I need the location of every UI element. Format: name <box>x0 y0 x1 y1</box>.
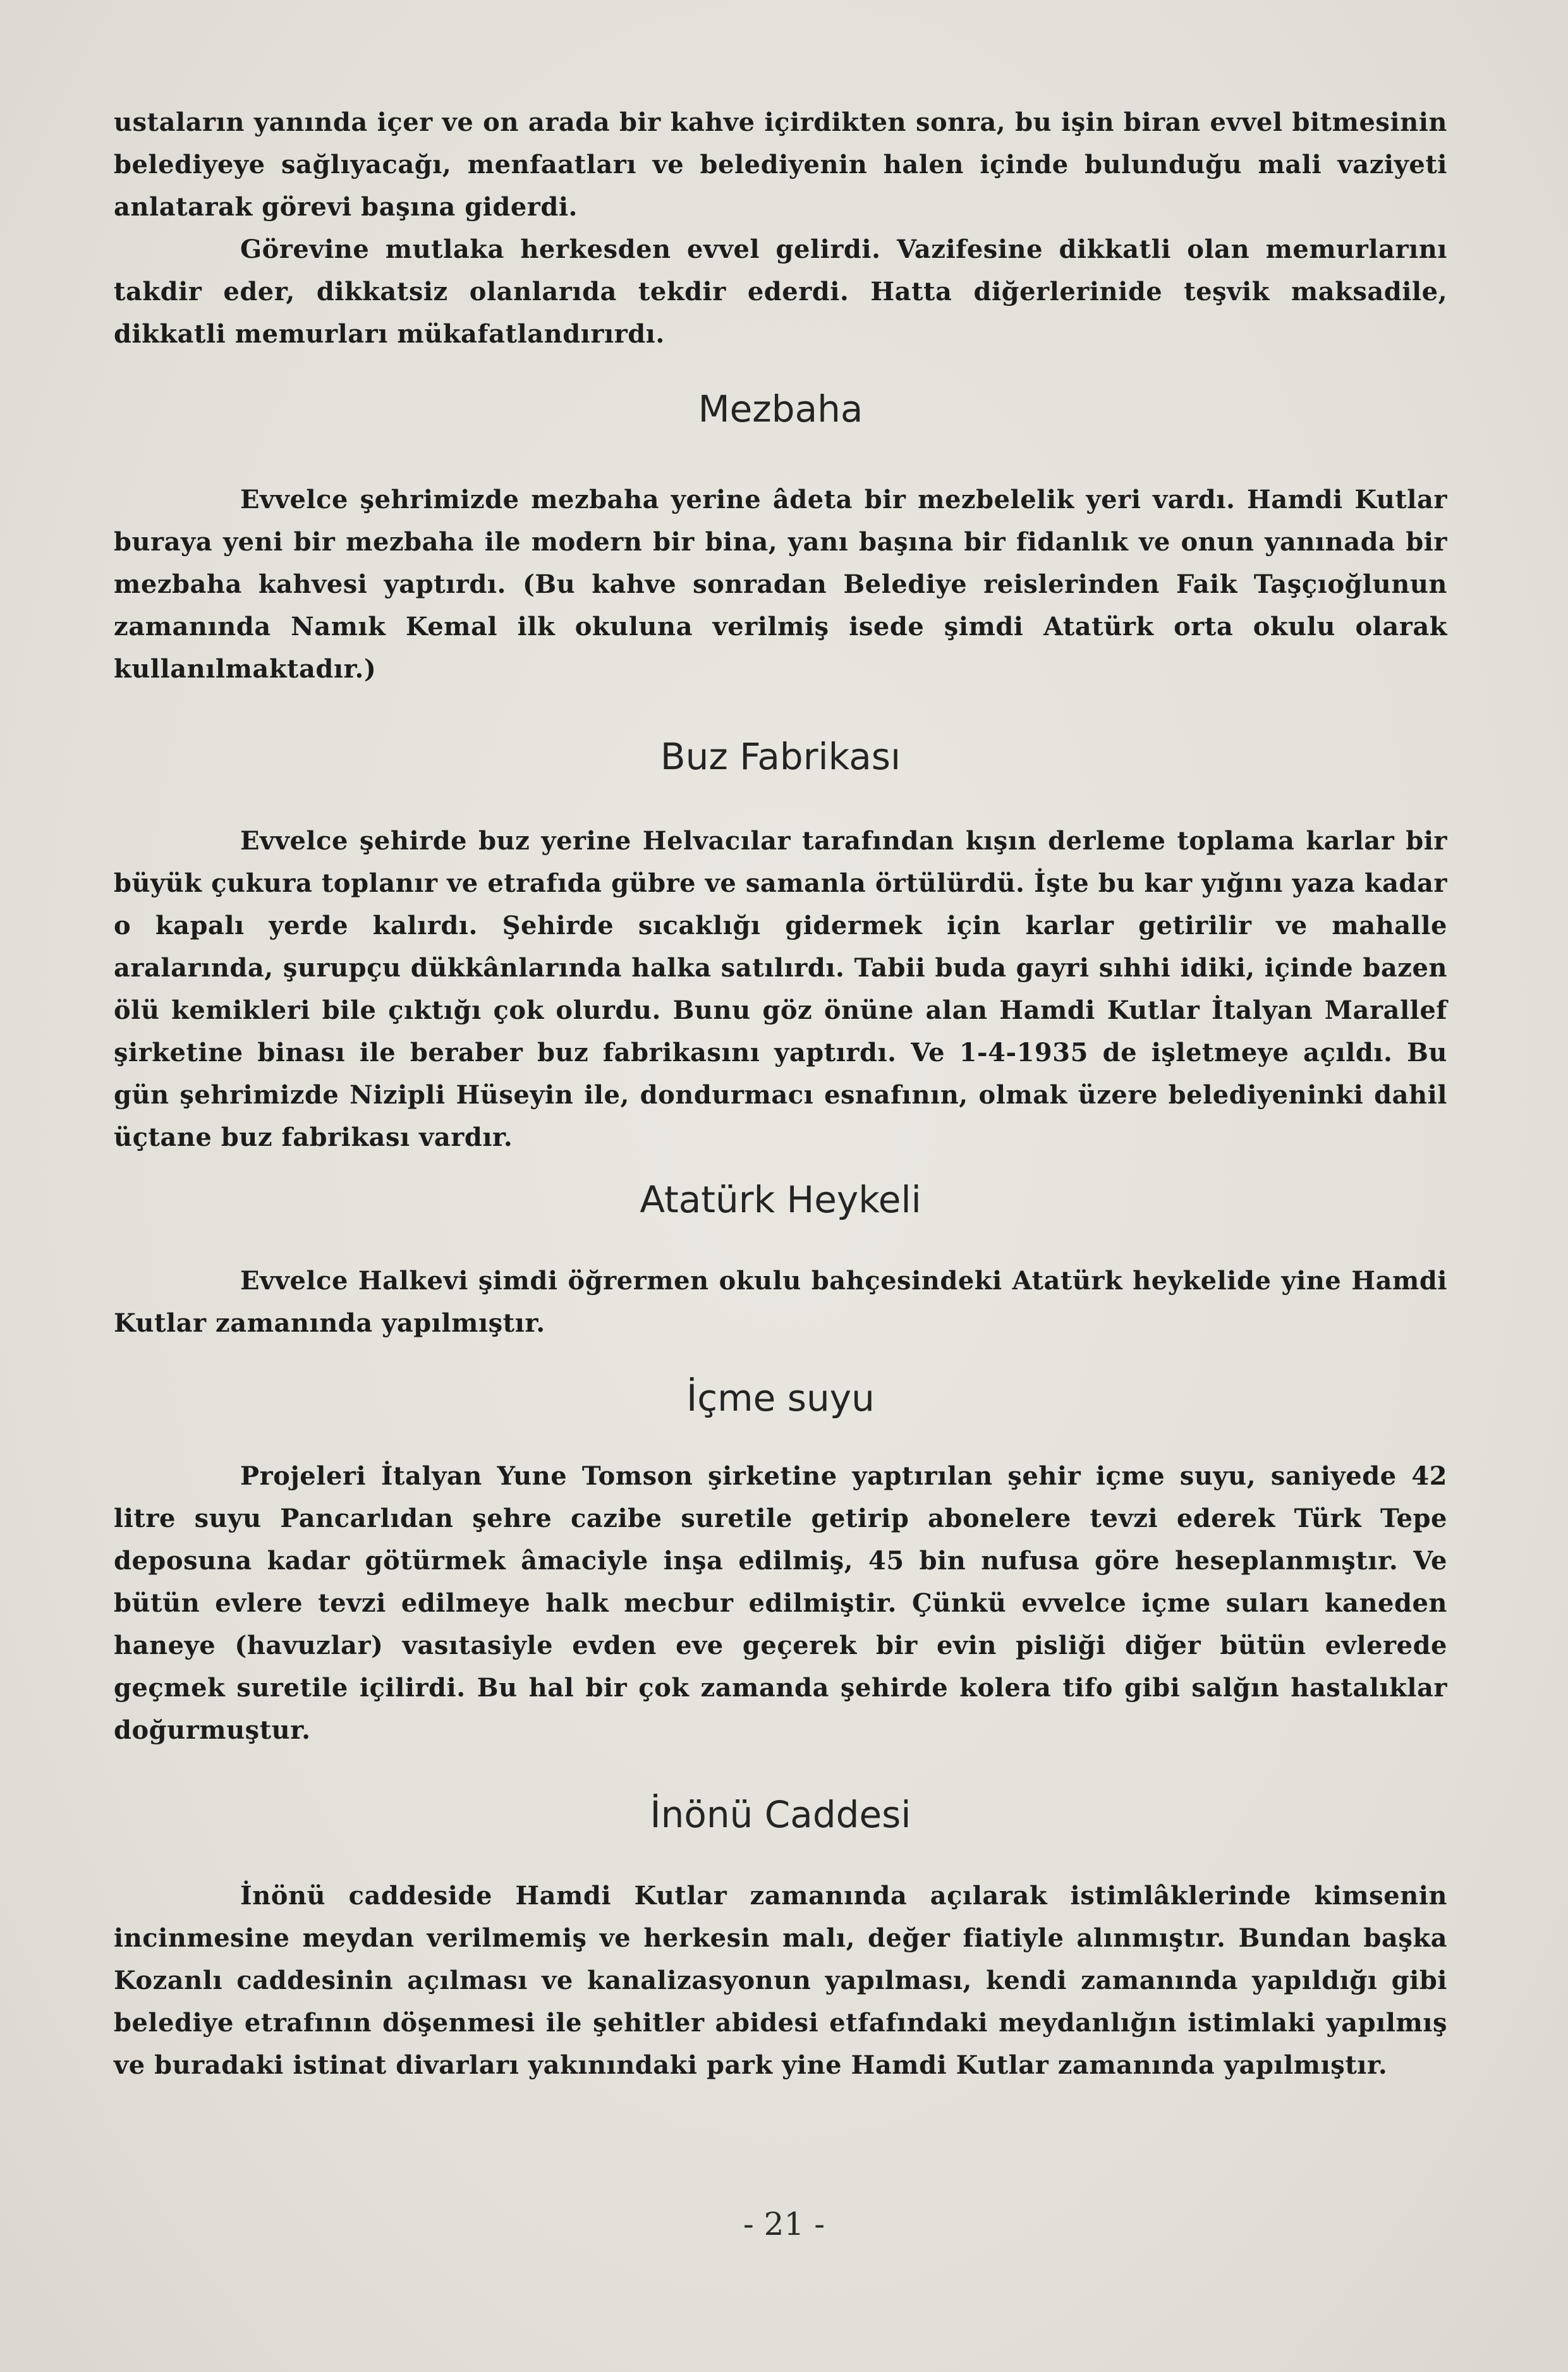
heading-ataturk-heykeli: Atatürk Heykeli <box>640 1178 921 1221</box>
heading-mezbaha: Mezbaha <box>698 387 863 430</box>
paragraph-icme-suyu: Projeleri İtalyan Yune Tomson şirketine yaptırılan şehir içme suyu, saniyede 42 litre suyu Pancarlıdan şehre cazibe suretile getirip abonelere tevzi ederek Türk Tepe deposuna kadar götürmek âmaciyle inşa edilmiş, 45 bin nufusa göre heseplanmıştır. Ve bütün evlere tevzi edilmeye halk mecbur edilmiştir. Çünkü evvelce içme suları kaneden haneye (havuzlar) vasıtasiyle evden eve geçerek bir evin pisliği diğer bütün evlerede geçmek suretile içilirdi. Bu hal bir çok zamanda şehirde kolera tifo gibi salğın hastalıklar doğurmuştur. <box>114 1461 1447 1745</box>
page-number: - 21 - <box>743 2206 825 2242</box>
paragraph-ataturk-heykeli: Evvelce Halkevi şimdi öğrermen okulu bahçesindeki Atatürk heykelide yine Hamdi Kutlar zamanında yapılmıştır. <box>114 1266 1447 1338</box>
heading-inonu-caddesi: İnönü Caddesi <box>650 1793 911 1836</box>
paragraph-duty: Görevine mutlaka herkesden evvel gelirdi. Vazifesine dikkatli olan memurlarını takdir eder, dikkatsiz olanlarıda tekdir ederdi. Hatta diğerlerinide teşvik maksadile, dikkatli memurları mükafatlandırırdı. <box>114 234 1447 349</box>
paragraph-buz-fabrikasi: Evvelce şehirde buz yerine Helvacılar tarafından kışın derleme toplama karlar bir büyük çukura toplanır ve etrafıda gübre ve samanla örtülürdü. İşte bu kar yığını yaza kadar o kapalı yerde kalırdı. Şehirde sıcaklığı gidermek için karlar getirilir ve mahalle aralarında, şurupçu dükkânlarında halka satılırdı. Tabii buda gayri sıhhi idiki, içinde bazen ölü kemikleri bile çıktığı çok olurdu. Bunu göz önüne alan Hamdi Kutlar İtalyan Marallef şirketine binası ile beraber buz fabrikasını yaptırdı. Ve 1-4-1935 de işletmeye açıldı. Bu gün şehrimizde Nizipli Hüseyin ile, dondurmacı esnafının, olmak üzere belediyeninki dahil üçtane buz fabrikası vardır. <box>114 826 1447 1152</box>
heading-icme-suyu: İçme suyu <box>686 1377 875 1420</box>
heading-buz-fabrikasi: Buz Fabrikası <box>660 735 901 778</box>
paragraph-opening: ustaların yanında içer ve on arada bir kahve içirdikten sonra, bu işin biran evvel bitmesinin belediyeye sağlıyacağı, menfaatları ve belediyenin halen içinde bulunduğu mali vaziyeti anlatarak görevi başına giderdi. <box>114 107 1447 222</box>
paragraph-inonu-caddesi: İnönü caddeside Hamdi Kutlar zamanında açılarak istimlâklerinde kimsenin incinmesine meydan verilmemiş ve herkesin malı, değer fiatiyle alınmıştır. Bundan başka Kozanlı caddesinin açılması ve kanalizasyonun yapılması, kendi zamanında yapıldığı gibi belediye etrafının döşenmesi ile şehitler abidesi etfafındaki meydanlığın istimlaki yapılmış ve buradaki istinat divarları yakınındaki park yine Hamdi Kutlar zamanında yapılmıştır. <box>114 1881 1447 2080</box>
page-content <box>114 101 1447 2086</box>
paragraph-mezbaha: Evvelce şehrimizde mezbaha yerine âdeta bir mezbelelik yeri vardı. Hamdi Kutlar buraya yeni bir mezbaha ile modern bir bina, yanı başına bir fidanlık ve onun yanınada bir mezbaha kahvesi yaptırdı. (Bu kahve sonradan Belediye reislerinden Faik Taşçıoğlunun zamanında Namık Kemal ilk okuluna verilmiş isede şimdi Atatürk orta okulu olarak kullanılmaktadır.) <box>114 485 1447 684</box>
